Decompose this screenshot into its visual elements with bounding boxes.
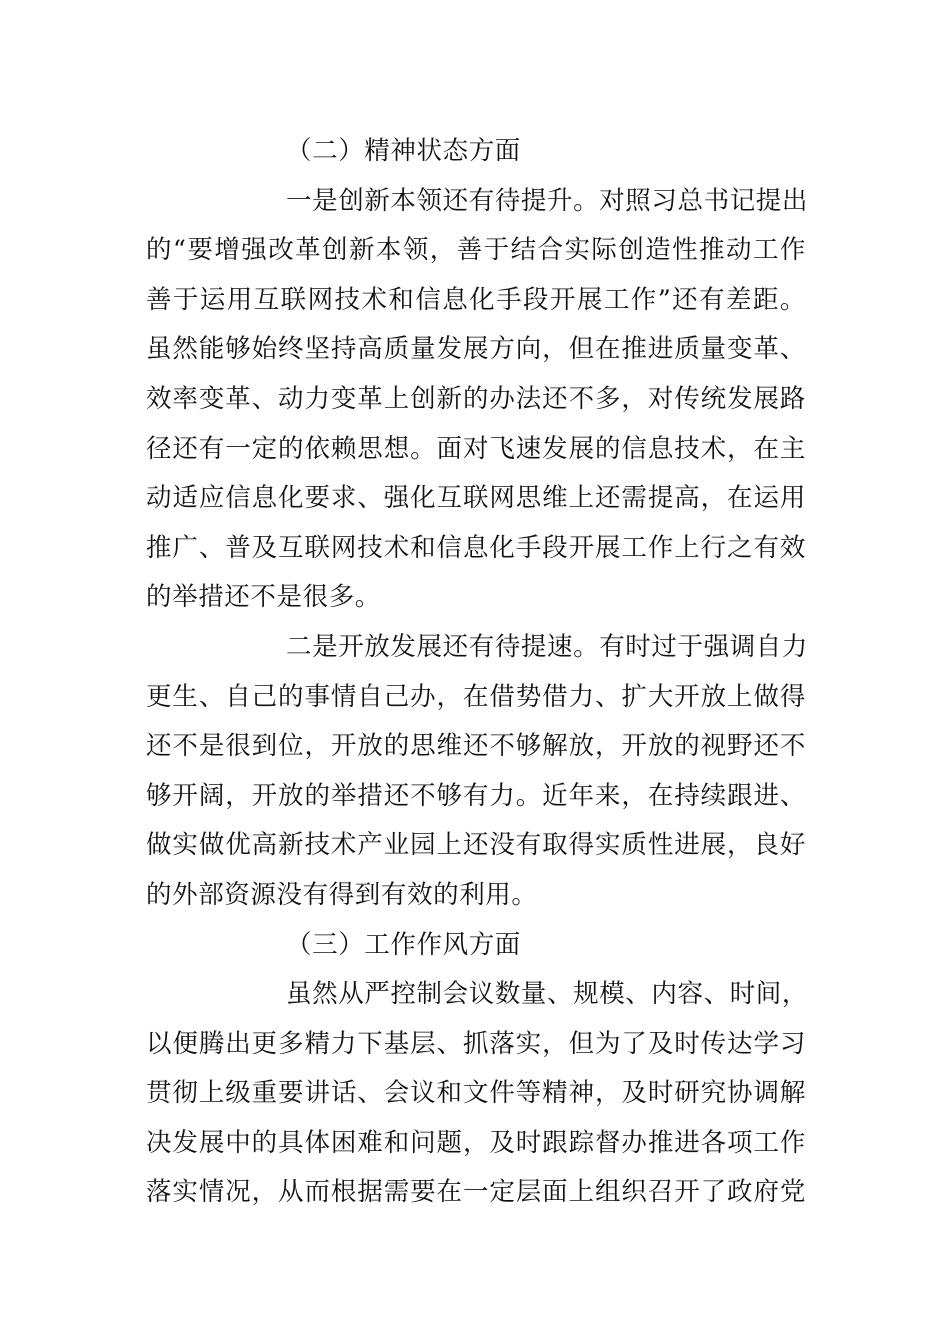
text-line: 落实情况，从而根据需要在一定层面上组织召开了政府党 (146, 1177, 806, 1208)
text-line: 决发展中的具体困难和问题，及时跟踪督办推进各项工作 (146, 1127, 806, 1158)
text-line: 更生、自己的事情自己办，在借势借力、扩大开放上做得 (146, 681, 806, 712)
text-line: 还不是很到位，开放的思维还不够解放，开放的视野还不 (146, 731, 806, 762)
text-line: 虽然能够始终坚持高质量发展方向，但在推进质量变革、 (146, 334, 806, 365)
text-line: 做实做优高新技术产业园上还没有取得实质性进展，良好 (146, 830, 806, 861)
text-line: （三）工作作风方面 (286, 929, 521, 960)
text-line: 的“要增强改革创新本领，善于结合实际创造性推动工作 (146, 235, 806, 266)
text-line: 径还有一定的依赖思想。面对飞速发展的信息技术，在主 (146, 433, 806, 464)
text-line: 效率变革、动力变革上创新的办法还不多，对传统发展路 (146, 383, 806, 414)
text-line: 二是开放发展还有待提速。有时过于强调自力 (286, 631, 809, 662)
text-line: 贯彻上级重要讲话、会议和文件等精神，及时研究协调解 (146, 1078, 806, 1109)
text-line: 以便腾出更多精力下基层、抓落实，但为了及时传达学习 (146, 1028, 806, 1059)
text-line: 的外部资源没有得到有效的利用。 (146, 879, 538, 910)
text-line: 虽然从严控制会议数量、规模、内容、时间， (286, 979, 809, 1010)
text-line: 善于运用互联网技术和信息化手段开展工作”还有差距。 (146, 284, 806, 315)
text-line: 动适应信息化要求、强化互联网思维上还需提高，在运用 (146, 483, 806, 514)
body-text (146, 127, 809, 1218)
text-line: 一是创新本领还有待提升。对照习总书记提出 (286, 185, 809, 216)
text-line: 够开阔，开放的举措还不够有力。近年来，在持续跟进、 (146, 780, 806, 811)
text-line: 推广、普及互联网技术和信息化手段开展工作上行之有效 (146, 532, 806, 563)
text-line: （二）精神状态方面 (286, 136, 521, 166)
text-line: 的举措还不是很多。 (146, 582, 381, 613)
